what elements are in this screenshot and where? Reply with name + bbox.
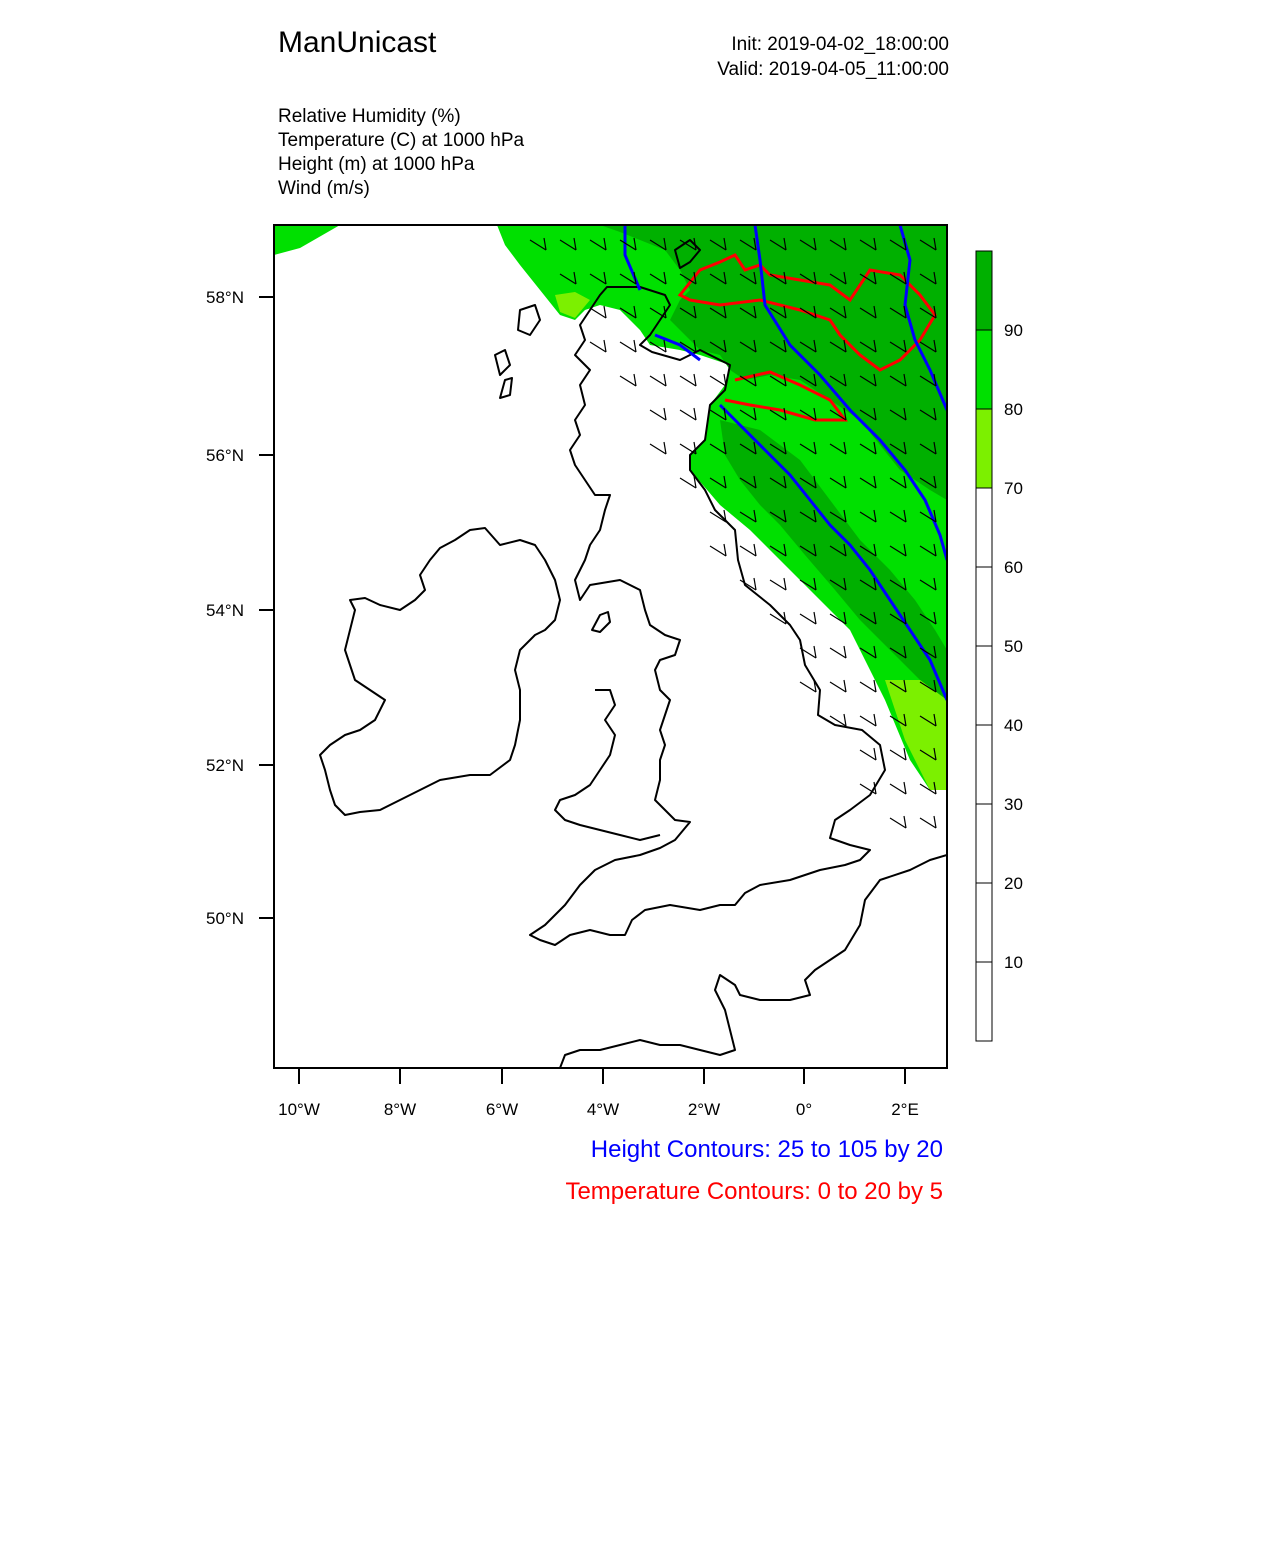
wind-barb-flag	[634, 374, 636, 386]
field-label-rh: Relative Humidity (%)	[278, 106, 461, 127]
wind-barb	[800, 614, 816, 624]
lon-label: 8°W	[383, 1100, 417, 1119]
wind-barb-flag	[844, 646, 846, 658]
lon-label: 0°	[795, 1100, 813, 1119]
valid-time: Valid: 2019-04-05_11:00:00	[717, 59, 949, 80]
lat-label: 50°N	[206, 909, 244, 928]
colorbar-box	[976, 409, 992, 488]
lon-label: 6°W	[485, 1100, 519, 1119]
latitude-axis	[206, 288, 274, 928]
lat-label: 56°N	[206, 446, 244, 465]
wales-coast	[555, 690, 660, 840]
wind-barb	[860, 716, 876, 726]
wind-barb	[680, 478, 696, 488]
colorbar-box	[976, 962, 992, 1041]
wind-barb-flag	[754, 544, 756, 556]
wind-barb-flag	[694, 374, 696, 386]
wind-barb-flag	[694, 408, 696, 420]
wind-barb-flag	[604, 306, 606, 318]
colorbar-label: 90	[1004, 321, 1023, 340]
longitude-axis	[278, 1068, 919, 1119]
map-area	[274, 225, 947, 1068]
colorbar-box	[976, 883, 992, 962]
wind-barb-flag	[904, 816, 906, 828]
wind-barb	[890, 784, 906, 794]
height-contours-legend: Height Contours: 25 to 105 by 20	[590, 1136, 943, 1163]
wind-barb-flag	[844, 714, 846, 726]
wind-barb	[800, 682, 816, 692]
france-coast	[560, 855, 947, 1068]
wind-barb-flag	[904, 748, 906, 760]
wind-barb-flag	[664, 374, 666, 386]
wind-barb	[650, 444, 666, 454]
colorbar-label: 80	[1004, 400, 1023, 419]
wind-barb-flag	[814, 612, 816, 624]
lat-label: 54°N	[206, 601, 244, 620]
wind-barb-flag	[814, 646, 816, 658]
wind-barb	[890, 818, 906, 828]
colorbar-box	[976, 646, 992, 725]
wind-barb	[620, 342, 636, 352]
wind-barb	[710, 376, 726, 386]
wind-barb-flag	[604, 340, 606, 352]
lat-label: 58°N	[206, 288, 244, 307]
wind-barb	[890, 750, 906, 760]
colorbar-box	[976, 251, 992, 330]
wind-barb-flag	[664, 408, 666, 420]
colorbar-label: 30	[1004, 795, 1023, 814]
field-label-height: Height (m) at 1000 hPa	[278, 154, 475, 175]
colorbar-label: 40	[1004, 716, 1023, 735]
wind-barb	[860, 682, 876, 692]
rh-shading-70-80	[885, 680, 947, 790]
field-label-temperature: Temperature (C) at 1000 hPa	[278, 130, 525, 151]
wind-barb-flag	[724, 544, 726, 556]
wind-barb-flag	[844, 680, 846, 692]
chart-title: ManUnicast	[278, 26, 437, 59]
colorbar-box	[976, 804, 992, 883]
ireland-coast	[320, 528, 560, 815]
colorbar-label: 20	[1004, 874, 1023, 893]
colorbar-label: 50	[1004, 637, 1023, 656]
colorbar-box	[976, 330, 992, 409]
wind-barb	[650, 410, 666, 420]
hebrides	[495, 305, 540, 398]
wind-barb-flag	[664, 442, 666, 454]
colorbar	[976, 251, 1023, 1041]
field-label-wind: Wind (m/s)	[278, 178, 370, 199]
wind-barb	[590, 342, 606, 352]
wind-barb	[830, 682, 846, 692]
temperature-contours-legend: Temperature Contours: 0 to 20 by 5	[565, 1178, 943, 1205]
wind-barb	[680, 376, 696, 386]
colorbar-box	[976, 567, 992, 646]
wind-barb	[590, 308, 606, 318]
rh-shading-nw-corner	[274, 225, 340, 255]
wind-barb-flag	[634, 340, 636, 352]
lon-label: 10°W	[278, 1100, 320, 1119]
wind-barb-flag	[874, 714, 876, 726]
colorbar-label: 10	[1004, 953, 1023, 972]
wind-barb	[680, 444, 696, 454]
init-time: Init: 2019-04-02_18:00:00	[731, 34, 949, 55]
wind-barb	[710, 546, 726, 556]
wind-barb-flag	[874, 680, 876, 692]
lon-label: 4°W	[586, 1100, 620, 1119]
isle-of-man	[592, 612, 610, 632]
wind-barb	[920, 818, 936, 828]
colorbar-label: 70	[1004, 479, 1023, 498]
lon-label: 2°E	[891, 1100, 919, 1119]
colorbar-label: 60	[1004, 558, 1023, 577]
wind-barb	[620, 376, 636, 386]
wind-barb	[770, 580, 786, 590]
wind-barb	[830, 648, 846, 658]
wind-barb	[860, 750, 876, 760]
wind-barb-flag	[874, 748, 876, 760]
wind-barb-flag	[934, 816, 936, 828]
lon-label: 2°W	[687, 1100, 721, 1119]
colorbar-box	[976, 725, 992, 804]
colorbar-box	[976, 488, 992, 567]
wind-barb	[650, 376, 666, 386]
lat-label: 52°N	[206, 756, 244, 775]
wind-barb-flag	[754, 578, 756, 590]
wind-barb-flag	[904, 782, 906, 794]
wind-barb-flag	[784, 578, 786, 590]
wind-barb	[740, 546, 756, 556]
wind-barb	[680, 410, 696, 420]
wind-barb-flag	[724, 374, 726, 386]
